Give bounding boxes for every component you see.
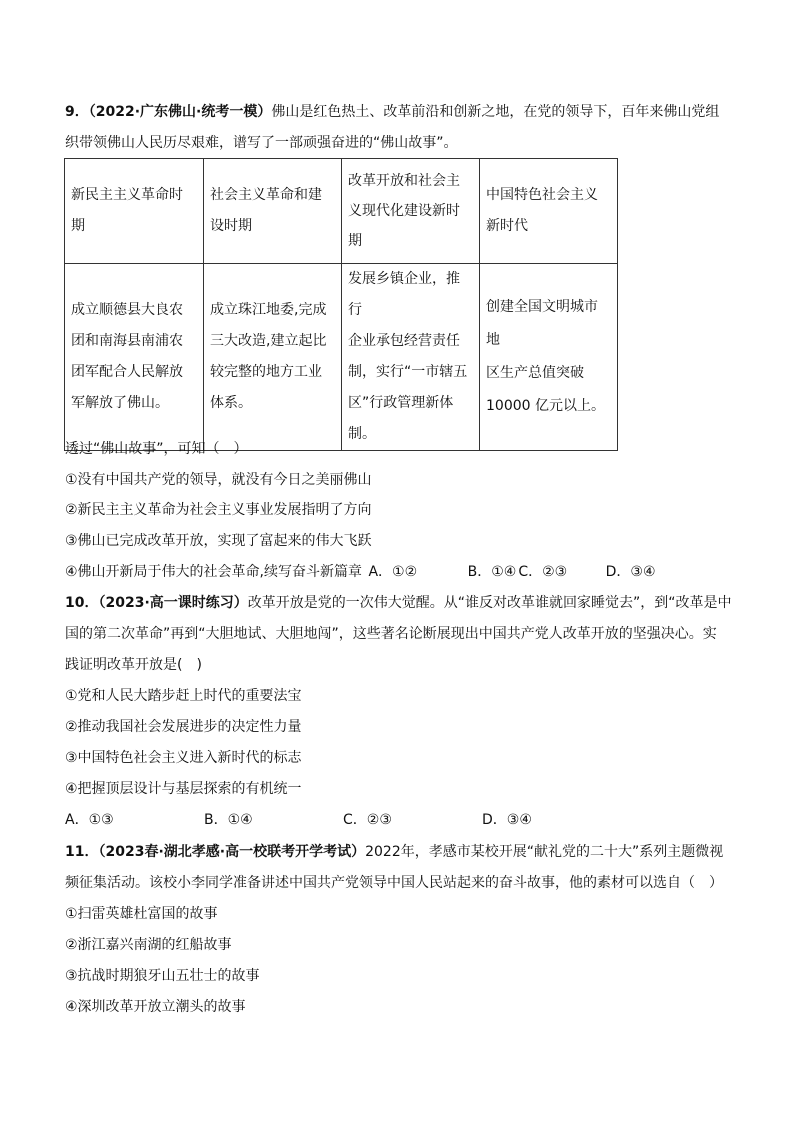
table-cell: 成立珠江地委,完成 三大改造,建立起比 较完整的地方工业 体系。 [204,264,342,451]
q11-stem-line-2: 频征集活动。该校小李同学准备讲述中国共产党领导中国人民站起来的奋斗故事，他的素材可以选自（ ） [65,875,723,891]
q9-statement-1: ①没有中国共产党的领导，就没有今日之美丽佛山 [65,472,372,488]
q9-number: 9． [65,104,89,120]
q10-statement-4: ④把握顶层设计与基层探索的有机统一 [65,781,302,797]
q10-stem-text-1: 改革开放是党的一次伟大觉醒。从“谁反对改革谁就回家睡觉去”，到“改革是中 [247,595,732,611]
table-header-row [65,159,618,264]
table-header-cell: 社会主义革命和建 设时期 [204,159,342,264]
q10-statement-2: ②推动我国社会发展进步的决定性力量 [65,719,302,735]
table-cell: 创建全国文明城市地 区生产总值突破 10000 亿元以上。 [480,264,618,451]
q9-option-d: D．③④ [605,564,656,580]
q10-number: 10． [65,595,99,611]
q11-number: 11． [65,844,99,860]
q10-option-d: D．③④ [482,812,532,828]
q10-stem-line-2: 国的第二次革命”再到“大胆地试、大胆地闯”，这些著名论断展现出中国共产党人改革开放的坚强决心。实 [65,626,717,642]
q10-stem-line-1 [65,593,732,613]
table-row [65,264,618,451]
table-header-cell: 新民主主义革命时 期 [65,159,204,264]
q10-source: （2023·高一课时练习） [98,595,248,611]
q10-option-a: A．①③ [65,812,114,828]
q10-option-b: B．①④ [204,812,253,828]
q11-source: （2023春·湖北孝感·高一校联考开学考试） [98,844,366,860]
table-cell: 发展乡镇企业，推行 企业承包经营责任 制，实行“一市辖五 区”行政管理新体制。 [342,264,480,451]
q10-stem-line-3: 践证明改革开放是( ) [65,657,202,673]
q11-statement-2: ②浙江嘉兴南湖的红船故事 [65,937,232,953]
q9-option-c: C．②③ [518,564,568,580]
q9-option-a: A．①② [368,564,418,580]
q10-option-c: C．②③ [343,812,392,828]
table-header-cell: 改革开放和社会主 义现代化建设新时 期 [342,159,480,264]
q11-statement-1: ①扫雷英雄杜富国的故事 [65,906,218,922]
q9-statement-4-and-options [65,562,656,582]
q9-stem-text-1: 佛山是红色热土、改革前沿和创新之地，在党的领导下，百年来佛山党组 [271,104,720,120]
q10-options [65,810,532,830]
q9-era-table [64,158,618,451]
q10-statement-3: ③中国特色社会主义进入新时代的标志 [65,750,302,766]
q11-stem-line-1 [65,842,723,862]
q9-source: （2022·广东佛山·统考一模） [88,104,272,120]
q9-statement-4: ④佛山开新局于伟大的社会革命,续写奋斗新篇章 [65,564,362,580]
q9-stem-line-1 [65,102,719,122]
table-cell: 成立顺德县大良农 团和南海县南浦农 团军配合人民解放 军解放了佛山。 [65,264,204,451]
q9-stem-line-2: 织带领佛山人民历尽艰难，谱写了一部顽强奋进的“佛山故事”。 [65,135,458,151]
table-header-cell: 中国特色社会主义 新时代 [480,159,618,264]
q9-statement-3: ③佛山已完成改革开放，实现了富起来的伟大飞跃 [65,533,372,549]
q10-statement-1: ①党和人民大踏步赶上时代的重要法宝 [65,688,302,704]
q11-stem-text-1: 2022年，孝感市某校开展“献礼党的二十大”系列主题微视 [365,844,724,860]
q9-option-b: B．①④ [467,564,517,580]
q9-question: 透过“佛山故事”，可知（ ） [65,441,248,457]
q11-statement-3: ③抗战时期狼牙山五壮士的故事 [65,968,260,984]
q11-statement-4: ④深圳改革开放立潮头的故事 [65,999,246,1015]
q9-statement-2: ②新民主主义革命为社会主义事业发展指明了方向 [65,502,372,518]
